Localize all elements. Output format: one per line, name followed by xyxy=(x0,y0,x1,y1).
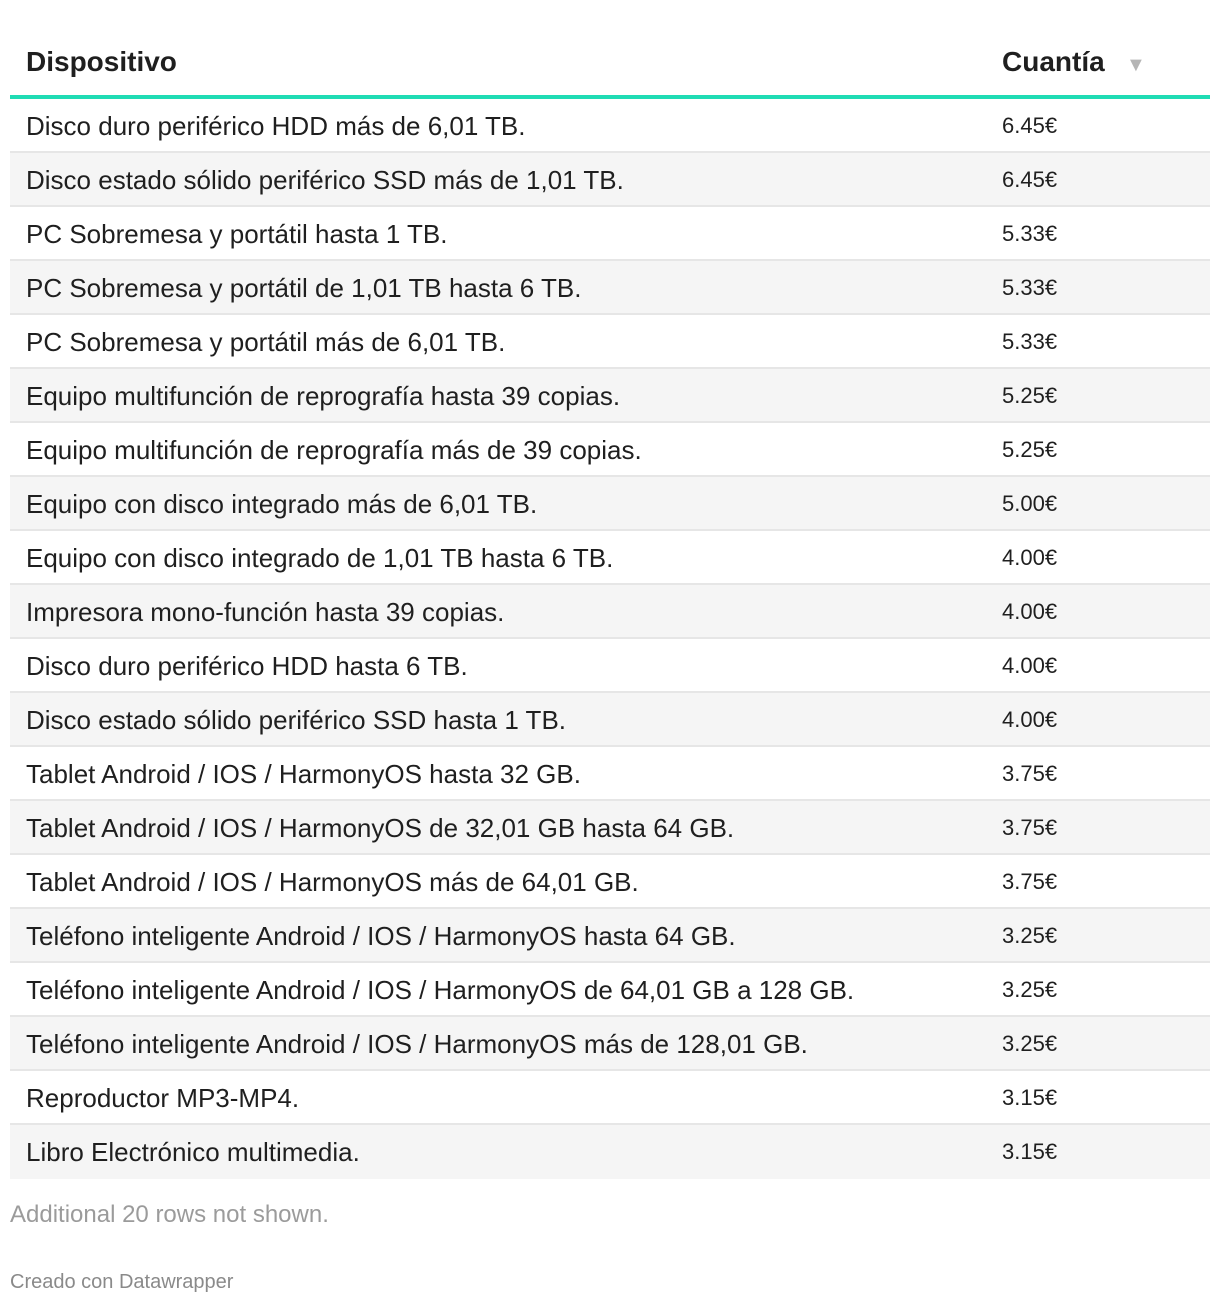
cell-device: Reproductor MP3-MP4. xyxy=(26,1083,300,1113)
cell-amount: 3.75€ xyxy=(1002,761,1058,786)
cell-device: PC Sobremesa y portátil de 1,01 TB hasta 6 TB. xyxy=(26,273,582,303)
cell-amount: 4.00€ xyxy=(1002,545,1058,570)
cell-device: Tablet Android / IOS / HarmonyOS más de 64,01 GB. xyxy=(26,867,639,897)
cell-device: Equipo con disco integrado más de 6,01 TB. xyxy=(26,489,538,519)
table-row xyxy=(10,1017,1210,1071)
table-row xyxy=(10,423,1210,477)
cell-amount: 3.15€ xyxy=(1002,1085,1058,1110)
cell-amount: 5.33€ xyxy=(1002,275,1058,300)
data-table xyxy=(10,0,1210,1179)
table-row xyxy=(10,261,1210,315)
cell-device: Impresora mono-función hasta 39 copias. xyxy=(26,597,505,627)
table-row xyxy=(10,207,1210,261)
cell-amount: 3.75€ xyxy=(1002,869,1058,894)
table-row xyxy=(10,153,1210,207)
cell-amount: 5.33€ xyxy=(1002,221,1058,246)
cell-amount: 4.00€ xyxy=(1002,599,1058,624)
cell-device: Teléfono inteligente Android / IOS / HarmonyOS más de 128,01 GB. xyxy=(26,1029,808,1059)
cell-amount: 6.45€ xyxy=(1002,167,1058,192)
column-header-amount[interactable]: Cuantía xyxy=(1002,46,1105,77)
cell-device: PC Sobremesa y portátil más de 6,01 TB. xyxy=(26,327,506,357)
cell-amount: 3.15€ xyxy=(1002,1139,1058,1164)
cell-device: Equipo multifunción de reprografía más de 39 copias. xyxy=(26,435,642,465)
table-row xyxy=(10,855,1210,909)
cell-amount: 5.25€ xyxy=(1002,437,1058,462)
table-row xyxy=(10,801,1210,855)
table-row xyxy=(10,909,1210,963)
cell-device: Libro Electrónico multimedia. xyxy=(26,1137,360,1167)
table-row xyxy=(10,747,1210,801)
cell-amount: 6.45€ xyxy=(1002,113,1058,138)
cell-device: Teléfono inteligente Android / IOS / HarmonyOS de 64,01 GB a 128 GB. xyxy=(26,975,855,1005)
cell-amount: 3.25€ xyxy=(1002,923,1058,948)
cell-amount: 5.33€ xyxy=(1002,329,1058,354)
cell-device: Equipo con disco integrado de 1,01 TB hasta 6 TB. xyxy=(26,543,614,573)
cell-amount: 3.25€ xyxy=(1002,1031,1058,1056)
table-row xyxy=(10,693,1210,747)
cell-device: Disco estado sólido periférico SSD más de 1,01 TB. xyxy=(26,165,624,195)
datawrapper-credit: Creado con Datawrapper xyxy=(10,1271,234,1293)
cell-device: Tablet Android / IOS / HarmonyOS hasta 32 GB. xyxy=(26,759,581,789)
cell-amount: 3.25€ xyxy=(1002,977,1058,1002)
cell-amount: 5.25€ xyxy=(1002,383,1058,408)
table-row xyxy=(10,531,1210,585)
table-row xyxy=(10,315,1210,369)
table-header xyxy=(10,0,1210,99)
table-row xyxy=(10,99,1210,153)
table-row xyxy=(10,1125,1210,1179)
cell-device: Equipo multifunción de reprografía hasta 39 copias. xyxy=(26,381,621,411)
cell-device: Tablet Android / IOS / HarmonyOS de 32,01 GB hasta 64 GB. xyxy=(26,813,735,843)
sort-descending-icon[interactable]: ▼ xyxy=(1126,54,1146,76)
table-row xyxy=(10,369,1210,423)
table-row xyxy=(10,477,1210,531)
table-row xyxy=(10,1071,1210,1125)
table-row xyxy=(10,585,1210,639)
column-header-device[interactable]: Dispositivo xyxy=(26,46,177,77)
cell-device: Disco estado sólido periférico SSD hasta 1 TB. xyxy=(26,705,567,735)
cell-amount: 4.00€ xyxy=(1002,707,1058,732)
cell-device: Teléfono inteligente Android / IOS / HarmonyOS hasta 64 GB. xyxy=(26,921,736,951)
table-row xyxy=(10,639,1210,693)
cell-device: Disco duro periférico HDD más de 6,01 TB. xyxy=(26,111,526,141)
cell-amount: 5.00€ xyxy=(1002,491,1058,516)
cell-device: PC Sobremesa y portátil hasta 1 TB. xyxy=(26,219,448,249)
cell-amount: 3.75€ xyxy=(1002,815,1058,840)
rows-not-shown-note: Additional 20 rows not shown. xyxy=(10,1201,329,1228)
table-body xyxy=(10,99,1210,1179)
cell-device: Disco duro periférico HDD hasta 6 TB. xyxy=(26,651,468,681)
table-row xyxy=(10,963,1210,1017)
cell-amount: 4.00€ xyxy=(1002,653,1058,678)
